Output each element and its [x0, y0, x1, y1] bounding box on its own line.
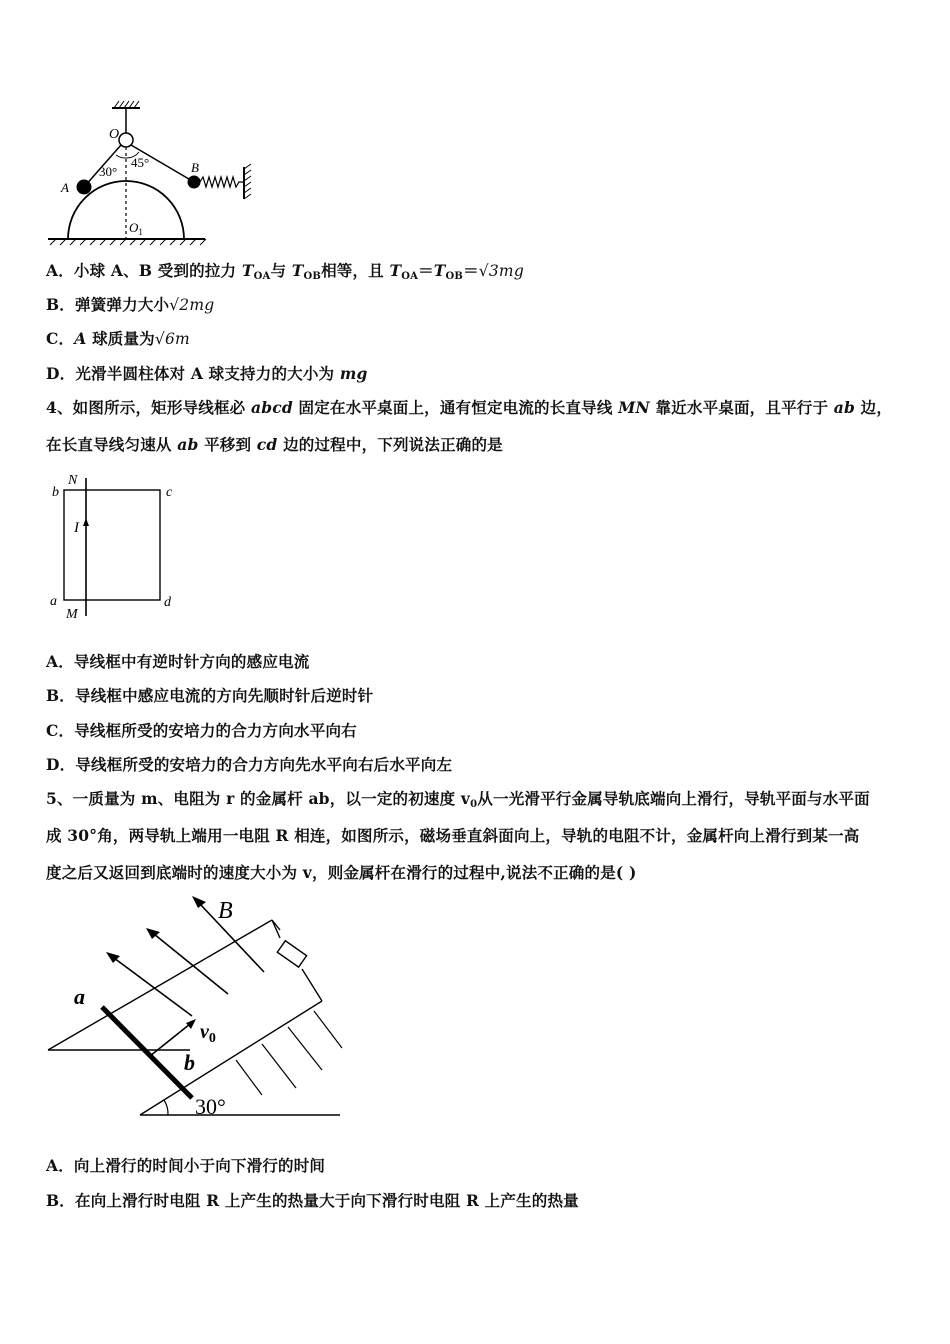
t-ob: T	[291, 261, 304, 280]
t-oa: T	[241, 261, 254, 280]
label-m: M	[66, 607, 78, 622]
angle-45-label: 45°	[131, 155, 150, 170]
label-n: N	[68, 473, 78, 488]
q4-text: 在长直导线匀速从	[46, 435, 178, 454]
label-field-b: B	[218, 898, 233, 924]
q5-option-b: B．在向上滑行时电阻 R 上产生的热量大于向下滑行时电阻 R 上产生的热量	[46, 1191, 579, 1210]
t-oa-2-sub: OA	[401, 271, 419, 282]
option-b-prefix: B．弹簧弹力大小	[46, 295, 170, 314]
t-ob-sub: OB	[303, 271, 322, 282]
spring	[200, 177, 244, 187]
option-b-value: √2mg	[169, 296, 215, 314]
option-c-var: A	[74, 329, 87, 348]
ball-a	[77, 180, 92, 195]
option-c-value: √6m	[154, 330, 190, 348]
resistor	[277, 941, 306, 967]
q4-option-c: C．导线框所受的安培力的合力方向水平向右	[46, 721, 357, 740]
figure-rect-frame	[44, 470, 194, 622]
q4-stem-line2	[46, 435, 906, 455]
q4-text: 4、如图所示，矩形导线框必	[46, 398, 251, 417]
field-arrow-icon	[192, 896, 206, 908]
figure-incline-rails	[40, 890, 360, 1122]
q4-text: 固定在水平桌面上，通有恒定电流的长直导线	[292, 398, 619, 417]
option-a-value: √3mg	[478, 262, 524, 280]
label-v0: $v_0$	[200, 1021, 216, 1046]
q4-text: 边，	[855, 398, 893, 417]
q5-text: 5、一质量为 m、电阻为 r 的金属杆 ab，以一定的初速度 v	[46, 789, 471, 808]
q4-var-ab: ab	[177, 435, 199, 454]
label-a: A	[61, 180, 69, 195]
option-c-prefix: C．	[46, 329, 75, 348]
option-c-mid: 球质量为	[86, 329, 155, 348]
label-o1: $O_1$	[129, 220, 143, 237]
q4-option-b: B．导线框中感应电流的方向先顺时针后逆时针	[46, 686, 374, 705]
q3-option-b	[46, 295, 214, 315]
q3-option-d	[46, 364, 368, 384]
label-a: a	[50, 594, 57, 609]
label-b: b	[52, 485, 59, 500]
option-a-prefix: A．小球 A、B 受到的拉力	[46, 261, 242, 280]
q5-stem-line1	[46, 789, 906, 815]
ball-b	[188, 176, 201, 189]
option-d-prefix: D．光滑半圆柱体对 A 球支持力的大小为	[46, 364, 340, 383]
t-ob-2: T	[433, 261, 446, 280]
current-arrow-icon	[83, 518, 89, 526]
q5-v0-sub: 0	[470, 799, 478, 810]
option-a-mid: 与	[270, 261, 292, 280]
q3-option-a	[46, 261, 524, 287]
t-oa-2: T	[389, 261, 402, 280]
option-d-value: mg	[339, 364, 368, 383]
t-oa-sub: OA	[253, 271, 271, 282]
q4-var-cd: cd	[256, 435, 278, 454]
t-ob-2-sub: OB	[445, 271, 464, 282]
label-c: c	[166, 485, 173, 500]
q5-option-a: A．向上滑行的时间小于向下滑行的时间	[46, 1156, 326, 1175]
label-o: O	[109, 127, 120, 142]
label-i: I	[74, 520, 79, 536]
q4-stem-line1	[46, 398, 906, 418]
label-angle: 30°	[195, 1094, 226, 1119]
label-b: B	[191, 160, 199, 175]
figure-hemisphere	[40, 95, 270, 255]
q3-option-c	[46, 329, 190, 349]
q4-option-a: A．导线框中有逆时针方向的感应电流	[46, 652, 310, 671]
q5-stem-line3: 度之后又返回到底端时的速度大小为 v，则金属杆在滑行的过程中,说法不正确的是( )	[46, 863, 637, 882]
q4-option-d: D．导线框所受的安培力的合力方向先水平向右后水平向左	[46, 755, 453, 774]
q5-stem-line2: 成 30°角，两导轨上端用一电阻 R 相连，如图所示，磁场垂直斜面向上，导轨的电阻不计，金属杆向上滑行到某一高	[46, 826, 860, 845]
angle-30-label: 30°	[99, 164, 118, 179]
label-rod-a: a	[74, 984, 85, 1009]
label-rod-b: b	[184, 1050, 195, 1075]
q4-text: 边的过程中，下列说法正确的是	[277, 435, 503, 454]
q5-text: 从一光滑平行金属导轨底端向上滑行，导轨平面与水平面	[477, 789, 870, 808]
q4-text: 靠近水平桌面，且平行于	[649, 398, 834, 417]
equals-2: ＝	[463, 261, 479, 280]
label-d: d	[164, 595, 171, 610]
q4-var-mn: MN	[618, 398, 650, 417]
q4-text: 平移到	[198, 435, 257, 454]
rod-ab	[102, 1007, 192, 1098]
q4-var-abcd: abcd	[250, 398, 293, 417]
q4-var-ab: ab	[833, 398, 856, 417]
equals-1: ＝	[418, 261, 434, 280]
velocity-arrow-icon	[186, 1019, 196, 1029]
option-a-mid2: 相等，且	[321, 261, 390, 280]
